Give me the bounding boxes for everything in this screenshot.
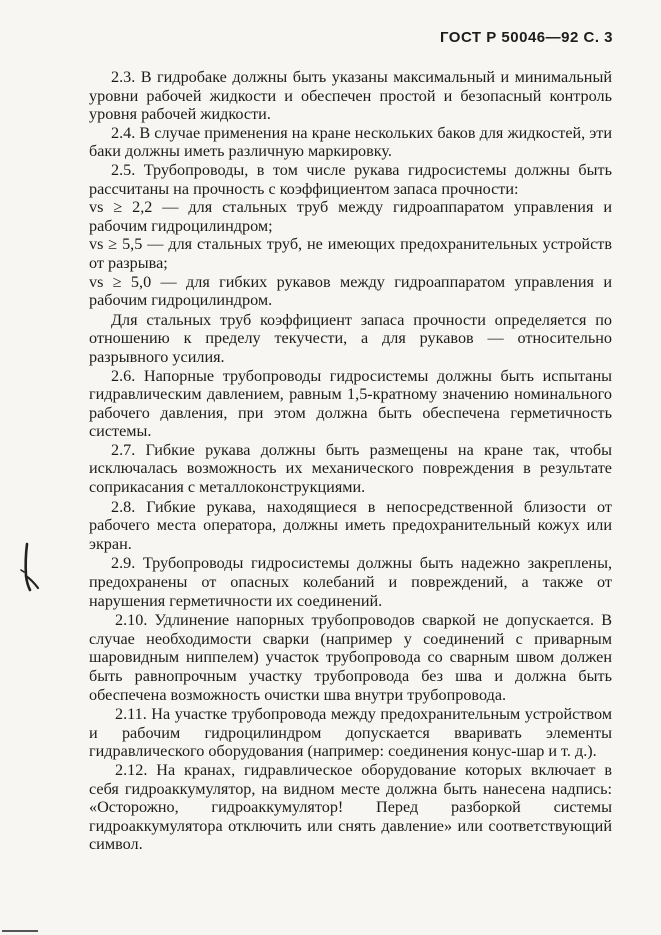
paragraph-2-5: 2.5. Трубопроводы, в том числе рукава гидросистемы должны быть рассчитаны на прочность с коэффициентом запаса прочности:: [89, 160, 612, 198]
paragraph-2-8: 2.8. Гибкие рукава, находящиеся в непосредственной близости от рабочего места оператора, должны иметь предохранительный кожух или экран.: [89, 497, 612, 553]
scan-edge-mark: [2, 930, 38, 932]
formula-line-2: vs ≥ 5,5 — для стальных труб, не имеющих предохранительных устройств от разрыва;: [89, 235, 612, 272]
document-body: [89, 68, 612, 854]
paragraph-2-3: 2.3. В гидробаке должны быть указаны максимальный и минимальный уровни рабочей жидкости и обеспечен простой и безопасный контроль уровня рабочей жидкости.: [89, 68, 612, 124]
paragraph-2-11: 2.11. На участке трубопровода между предохранительным устройством и рабочим гидроцилиндром допускается вваривать элементы гидравлического оборудования (например: соединения конус-шар и т. д.).: [89, 705, 612, 761]
formula-line-1: vs ≥ 2,2 — для стальных труб между гидроаппаратом управления и рабочим гидроцилиндром;: [89, 198, 612, 235]
margin-change-mark: [17, 542, 45, 594]
paragraph-safety-factor: Для стальных труб коэффициент запаса прочности определяется по отношению к пределу текучести, а для рукавов — относительно разрывного усилия.: [89, 310, 612, 366]
paragraph-2-12: 2.12. На кранах, гидравлическое оборудование которых включает в себя гидроаккумулятор, на видном месте должна быть нанесена надпись: «Осторожно, гидроаккумулятор! Перед разборкой системы гидроаккумулятора отключить или снять давление» или соответствующий символ.: [89, 760, 612, 854]
paragraph-2-7: 2.7. Гибкие рукава должны быть размещены на кране так, чтобы исключалась возможность их механического повреждения в результате соприкасания с металлоконструкциями.: [89, 440, 612, 497]
paragraph-2-4: 2.4. В случае применения на кране нескольких баков для жидкостей, эти баки должны иметь различную маркировку.: [89, 123, 612, 161]
paragraph-2-9: 2.9. Трубопроводы гидросистемы должны быть надежно закреплены, предохранены от опасных колебаний и повреждений, а также от нарушения герметичности их соединений.: [89, 554, 612, 610]
formula-line-3: vs ≥ 5,0 — для гибких рукавов между гидроаппаратом управления и рабочим гидроцилиндром.: [89, 272, 612, 310]
paragraph-2-6: 2.6. Напорные трубопроводы гидросистемы должны быть испытаны гидравлическим давлением, равным 1,5-кратному значению номинального рабочего давления, при этом должна быть обеспечена герметичность системы.: [89, 366, 612, 441]
page-header: ГОСТ Р 50046—92 С. 3: [439, 29, 613, 46]
paragraph-2-10: 2.10. Удлинение напорных трубопроводов сваркой не допускается. В случае необходимости сварки (например у соединений с приварным шаровидным ниппелем) участок трубопровода со сварным швом должен быть равнопрочным участку трубопровода без шва и должна быть обеспечена возможность очистки шва внутри трубопровода.: [89, 611, 612, 704]
